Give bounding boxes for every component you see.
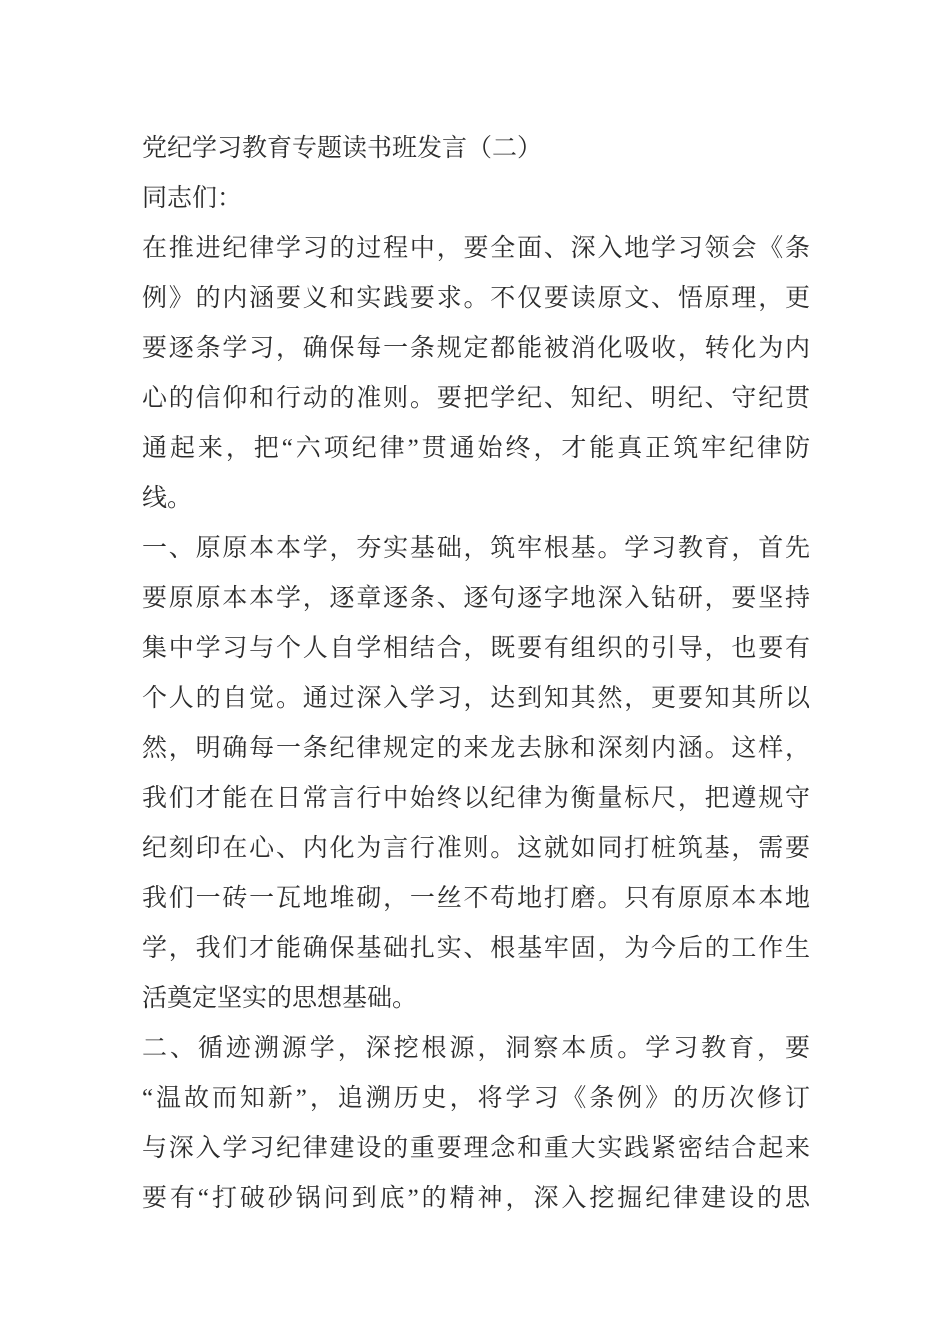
text-line: 集中学习与个人自学相结合，既要有组织的引导，也要有 [142,635,810,662]
document-title: 党纪学习教育专题读书班发言（二） [142,135,543,162]
text-line: 线。 [142,485,193,512]
text-line: 例》的内涵要义和实践要求。不仅要读原文、悟原理，更 [142,285,810,312]
text-line: 活奠定坚实的思想基础。 [142,985,418,1012]
text-line: 心的信仰和行动的准则。要把学纪、知纪、明纪、守纪贯 [142,385,810,412]
document-body [142,124,810,1224]
text-line: 个人的自觉。通过深入学习，达到知其然，更要知其所以 [142,685,810,712]
text-line: 通起来，把“六项纪律”贯通始终，才能真正筑牢纪律防 [142,435,810,462]
text-line: 纪刻印在心、内化为言行准则。这就如同打桩筑基，需要 [142,835,810,862]
text-line: 一、原原本本学，夯实基础，筑牢根基。学习教育，首先 [142,535,810,562]
text-line: 然，明确每一条纪律规定的来龙去脉和深刻内涵。这样， [142,735,810,762]
text-line: “温故而知新”，追溯历史，将学习《条例》的历次修订 [142,1085,810,1112]
salutation-line: 同志们： [142,185,243,212]
text-line: 与深入学习纪律建设的重要理念和重大实践紧密结合起来 [142,1135,810,1162]
text-line: 要原原本本学，逐章逐条、逐句逐字地深入钻研，要坚持 [142,585,810,612]
text-line: 要有“打破砂锅问到底”的精神，深入挖掘纪律建设的思 [142,1185,810,1212]
text-line: 要逐条学习，确保每一条规定都能被消化吸收，转化为内 [142,335,810,362]
text-line: 二、循迹溯源学，深挖根源，洞察本质。学习教育，要 [142,1035,810,1062]
text-line: 我们一砖一瓦地堆砌，一丝不苟地打磨。只有原原本本地 [142,885,810,912]
text-line: 在推进纪律学习的过程中，要全面、深入地学习领会《条 [142,235,810,262]
text-line: 学，我们才能确保基础扎实、根基牢固，为今后的工作生 [142,935,810,962]
text-line: 我们才能在日常言行中始终以纪律为衡量标尺，把遵规守 [142,785,810,812]
